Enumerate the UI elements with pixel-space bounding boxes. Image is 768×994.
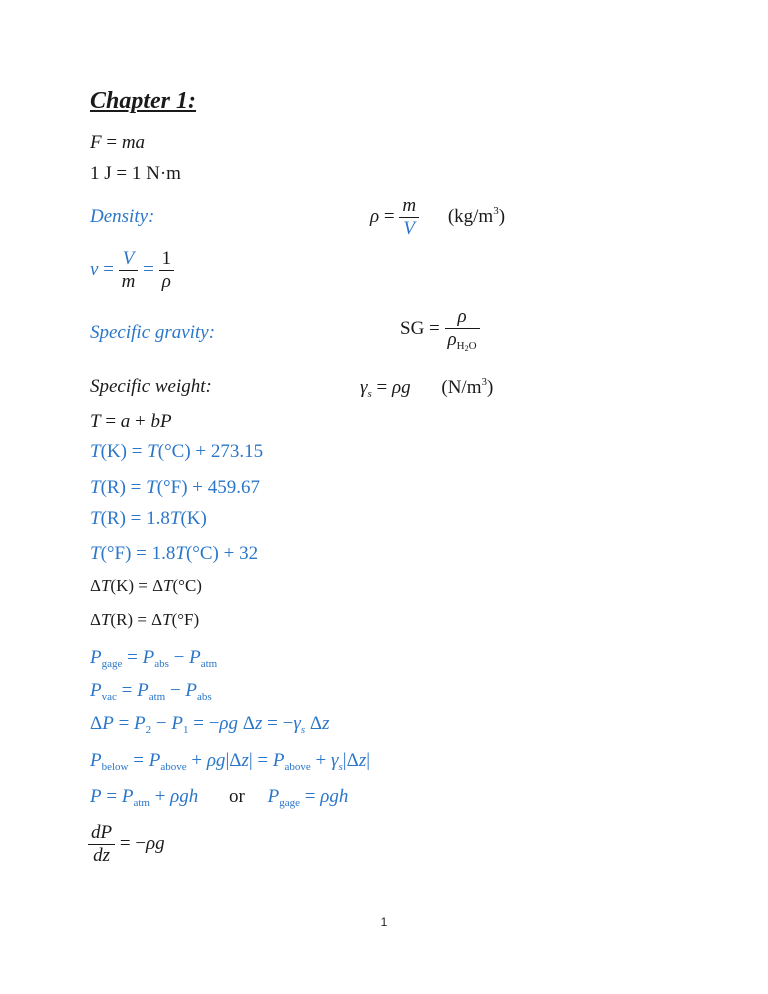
eq-pressure-gradient: $\frac{dP}{dz}$ = −ρg — [88, 822, 165, 867]
eq-specific-weight: $\gamma_s = \rho g$ $(N/m^3)$ — [360, 376, 494, 400]
density-units: (kg/m — [447, 205, 494, 227]
eq-fahrenheit: T(°F) = 1.8T(°C) + 32 — [90, 543, 259, 564]
eq-hydrostatic: $P = P_{atm} + \rho gh$ or $P_{gage} = \rho gh$ — [90, 786, 349, 809]
page-number: 1 — [380, 915, 388, 929]
eq-pressure-difference: $\Delta P = P_2 - P_1 = -\rho g$ $\Delta z = -\gamma_s$ Δz — [90, 713, 330, 736]
eq-delta-rankine: ΔT(R) = ΔT(°F) — [90, 610, 200, 629]
eq-delta-kelvin: ΔT(K) = ΔT(°C) — [90, 576, 202, 595]
density-label: Density: — [90, 206, 155, 227]
eq-newton: F = ma — [90, 132, 146, 153]
eq-pressure-below: $P_{below} = P_{above} + \rho g|\Delta z| = P_{above} + \gamma_s|\Delta z|$ — [90, 750, 371, 773]
eq-specific-gravity: SG = $\frac{\rho}{\rho_{H_2O}}$ — [400, 306, 480, 353]
eq-vacuum-pressure: $P_{vac} = P_{atm} - P_{abs}$ — [90, 680, 212, 703]
eq-density: ρ = $\frac{m}{V}$ $(kg/m^3)$ — [370, 195, 506, 239]
chapter-title: Chapter 1: — [90, 88, 197, 114]
eq-rankine: T(R) = T(°F) + 459.67 — [90, 477, 260, 498]
specific-gravity-label: Specific gravity: — [90, 322, 216, 343]
specific-weight-label: Specific weight: — [90, 376, 212, 397]
or-label: or — [229, 786, 245, 807]
eq-linear-temperature: T = a + bP — [90, 411, 172, 432]
eq-rankine-kelvin: T(R) = 1.8T(K) — [90, 508, 207, 529]
eq-gage-pressure: $P_{gage} = P_{abs} - P_{atm}$ — [90, 647, 218, 670]
eq-joule: 1 J = 1 N·m — [90, 163, 181, 184]
specific-weight-units: (N/m — [441, 377, 482, 398]
eq-kelvin: T(K) = T(°C) + 273.15 — [90, 441, 264, 462]
eq-specific-volume: v = $\frac{V}{m}$ = $\frac{1}{\rho}$ — [90, 248, 174, 293]
